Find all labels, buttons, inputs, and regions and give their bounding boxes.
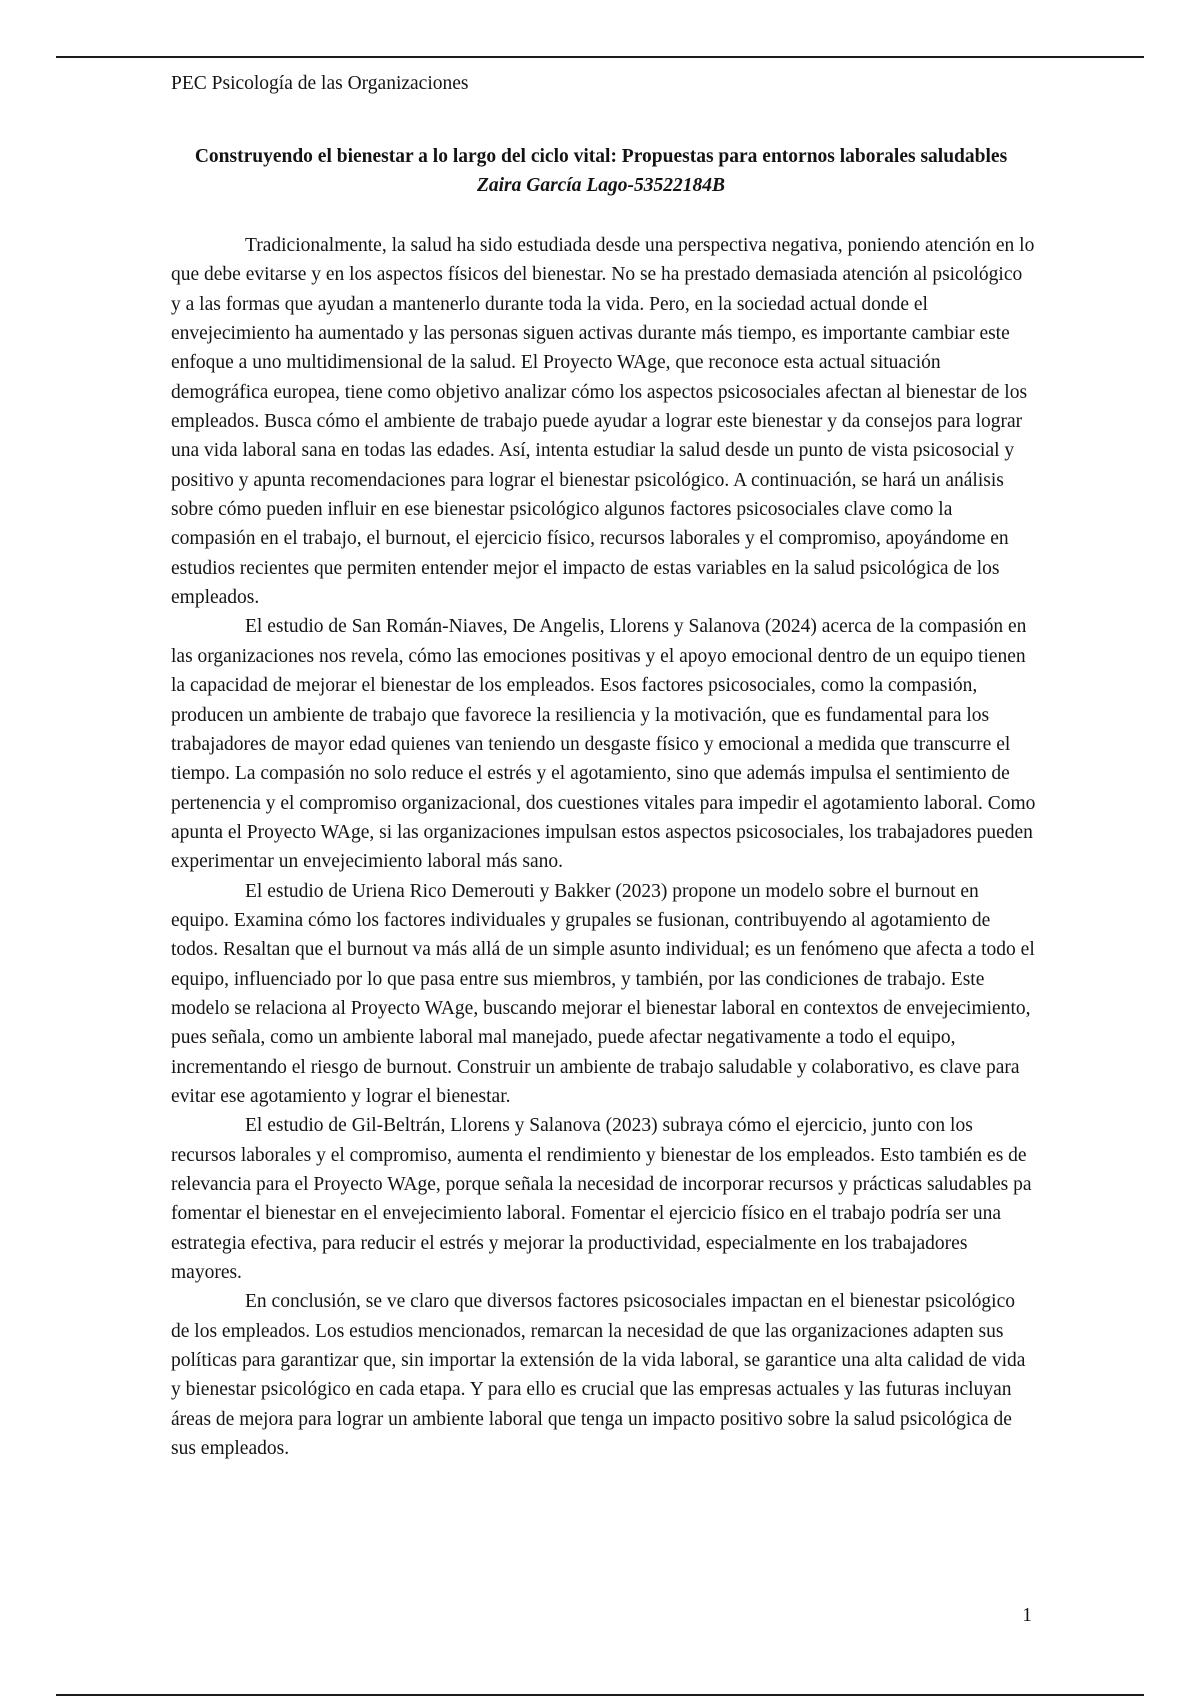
top-rule <box>56 56 1144 58</box>
document-title: Construyendo el bienestar a lo largo del ciclo vital: Propuestas para entornos laborales saludables <box>194 146 1008 167</box>
page-number: 1 <box>1022 1605 1032 1626</box>
paragraph-introduction: Tradicionalmente, la salud ha sido estudiada desde una perspectiva negativa, poniendo atención en lo que debe evitarse y en los aspectos físicos del bienestar. No se ha prestado demasiada atención al psicológico y a las formas que ayudan a mantenerlo durante toda la vida. Pero, en la sociedad actual donde el envejecimiento ha aumentado y las personas siguen activas durante más tiempo, es importante cambiar este enfoque a uno multidimensional de la salud. El Proyecto WAge, que reconoce esta actual situación demográfica europea, tiene como objetivo analizar cómo los aspectos psicosociales afectan al bienestar de los empleados. Busca cómo el ambiente de trabajo puede ayudar a lograr este bienestar y da consejos para lograr una vida laboral sana en todas las edades. Así, intenta estudiar la salud desde un punto de vista psicosocial y positivo y apunta recomendaciones para lograr el bienestar psicológico. A continuación, se hará un análisis sobre cómo pueden influir en ese bienestar psicológico algunos factores psicosociales clave como la compasión en el trabajo, el burnout, el ejercicio físico, recursos laborales y el compromiso, apoyándome en estudios recientes que permiten entender mejor el impacto de estas variables en la salud psicológica de los empleados. <box>171 235 1035 609</box>
paragraph-burnout-study: El estudio de Uriena Rico Demerouti y Bakker (2023) propone un modelo sobre el burnout en equipo. Examina cómo los factores individuales y grupales se fusionan, contribuyendo al agotamiento de todos. Resaltan que el burnout va más allá de un simple asunto individual; es un fenómeno que afecta a todo el equipo, influenciado por lo que pasa entre sus miembros, y también, por las condiciones de trabajo. Este modelo se relaciona al Proyecto WAge, buscando mejorar el bienestar laboral en contextos de envejecimiento, pues señala, como un ambiente laboral mal manejado, puede afectar negativamente a todo el equipo, incrementando el riesgo de burnout. Construir un ambiente de trabajo saludable y colaborativo, es clave para evitar ese agotamiento y lograr el bienestar. <box>171 880 1035 1107</box>
running-header: PEC Psicología de las Organizaciones <box>171 73 469 94</box>
document-author: Zaira García Lago-53522184B <box>476 175 726 196</box>
title-block <box>171 142 1031 200</box>
paragraph-conclusion: En conclusión, se ve claro que diversos factores psicosociales impactan en el bienestar psicológico de los empleados. Los estudios mencionados, remarcan la necesidad de que las organizaciones adapten sus políticas para garantizar que, sin importar la extensión de la vida laboral, se garantice una alta calidad de vida y bienestar psicológico en cada etapa. Y para ello es crucial que las empresas actuales y las futuras incluyan áreas de mejora para lograr un ambiente laboral que tenga un impacto positivo sobre la salud psicológica de sus empleados. <box>171 1291 1026 1460</box>
bottom-rule <box>56 1694 1144 1696</box>
document-body <box>171 231 1036 1463</box>
paragraph-exercise-study: El estudio de Gil-Beltrán, Llorens y Salanova (2023) subraya cómo el ejercicio, junto con los recursos laborales y el compromiso, aumenta el rendimiento y bienestar de los empleados. Esto también es de relevancia para el Proyecto WAge, porque señala la necesidad de incorporar recursos y prácticas saludables pa fomentar el bienestar en el envejecimiento laboral. Fomentar el ejercicio físico en el trabajo podría ser una estrategia efectiva, para reducir el estrés y mejorar la productividad, especialmente en los trabajadores mayores. <box>171 1115 1032 1284</box>
paragraph-compassion-study: El estudio de San Román-Niaves, De Angelis, Llorens y Salanova (2024) acerca de la compasión en las organizaciones nos revela, cómo las emociones positivas y el apoyo emocional dentro de un equipo tienen la capacidad de mejorar el bienestar de los empleados. Esos factores psicosociales, como la compasión, producen un ambiente de trabajo que favorece la resiliencia y la motivación, que es fundamental para los trabajadores de mayor edad quienes van teniendo un desgaste físico y emocional a medida que transcurre el tiempo. La compasión no solo reduce el estrés y el agotamiento, sino que además impulsa el sentimiento de pertenencia y el compromiso organizacional, dos cuestiones vitales para impedir el agotamiento laboral. Como apunta el Proyecto WAge, si las organizaciones impulsan estos aspectos psicosociales, los trabajadores pueden experimentar un envejecimiento laboral más sano. <box>171 616 1036 873</box>
